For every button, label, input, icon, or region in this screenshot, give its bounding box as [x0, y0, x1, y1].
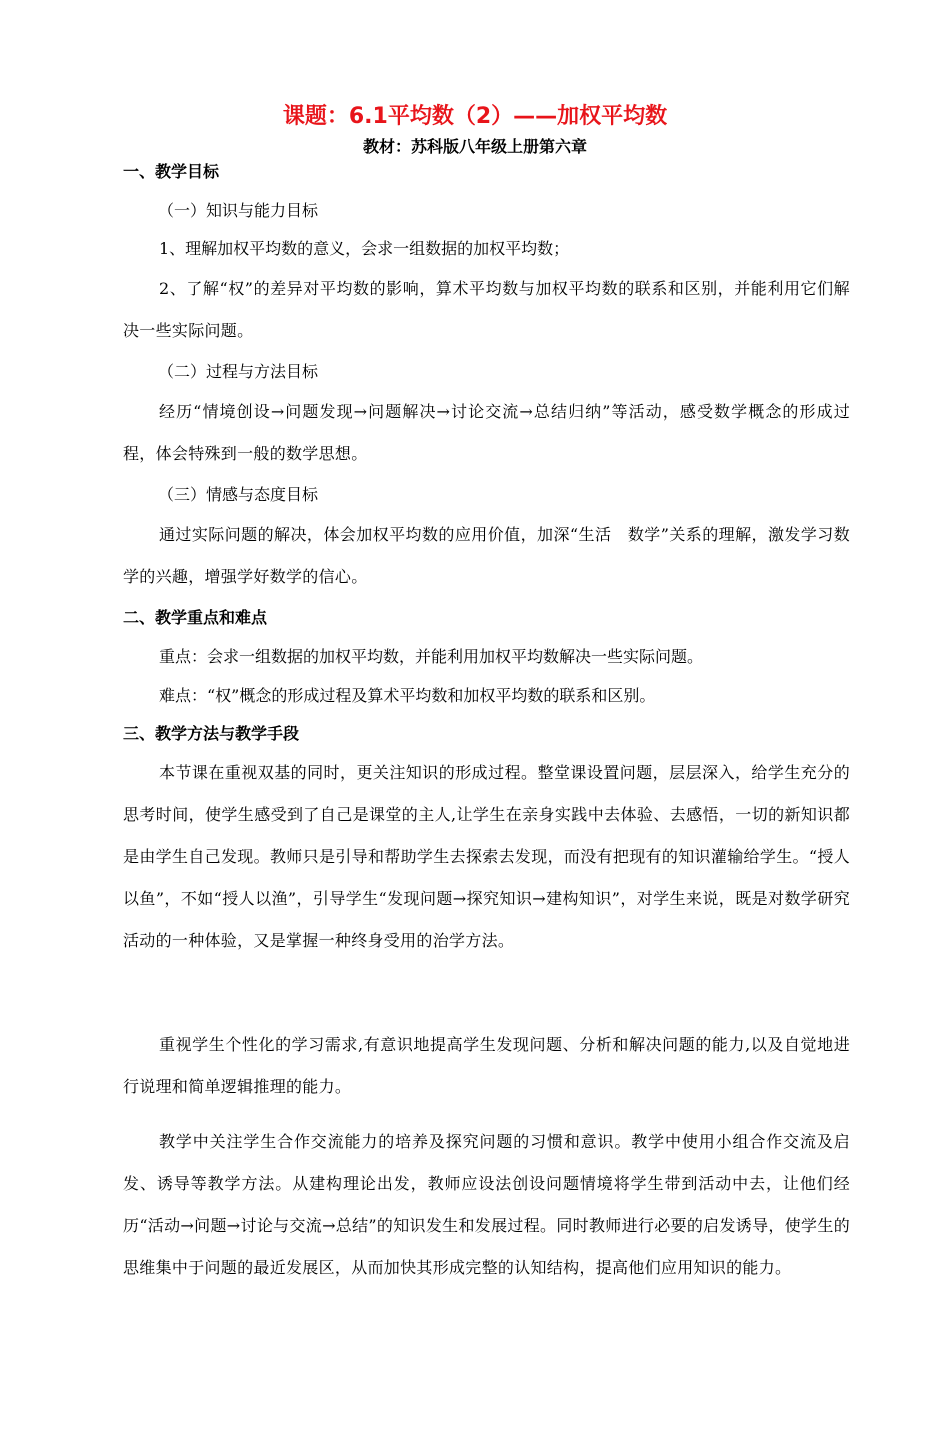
methods-paragraph-1: 本节课在重视双基的同时，更关注知识的形成过程。整堂课设置问题，层层深入，给学生充分的思考时间，使学生感受到了自己是课堂的主人,让学生在亲身实践中去体验、去感悟，一切的新知识都是由学生自己发现。教师只是引导和帮助学生去探索去发现，而没有把现有的知识灌输给学生。“授人以鱼”，不如“授人以渔”，引导学生“发现问题→探究知识→建构知识”，对学生来说，既是对数学研究活动的一种体验，又是掌握一种终身受用的治学方法。 — [123, 763, 850, 950]
textbook-subtitle: 教材：苏科版八年级上册第六章 — [362, 137, 587, 156]
emotion-attitude-paragraph: 通过实际问题的解决，体会加权平均数的应用价值，加深“生活 数学”关系的理解，激发学习数学的兴趣，增强学好数学的信心。 — [123, 525, 850, 586]
methods-paragraph-2: 重视学生个性化的学习需求,有意识地提高学生发现问题、分析和解决问题的能力,以及自觉地进行说理和简单逻辑推理的能力。 — [123, 1035, 850, 1096]
methods-paragraph-3: 教学中关注学生合作交流能力的培养及探究问题的习惯和意识。教学中使用小组合作交流及启发、诱导等教学方法。从建构理论出发，教师应设法创设问题情境将学生带到活动中去，让他们经历“活动→问题→讨论与交流→总结”的知识发生和发展过程。同时教师进行必要的启发诱导，使学生的思维集中于问题的最近发展区，从而加快其形成完整的认知结构，提高他们应用知识的能力。 — [123, 1132, 850, 1277]
goal-item-2: 2、了解“权”的差异对平均数的影响，算术平均数与加权平均数的联系和区别，并能利用它们解决一些实际问题。 — [123, 279, 850, 340]
process-method-paragraph: 经历“情境创设→问题发现→问题解决→讨论交流→总结归纳”等活动，感受数学概念的形成过程，体会特殊到一般的数学思想。 — [123, 402, 850, 463]
goal-item-1: 1、理解加权平均数的意义，会求一组数据的加权平均数； — [159, 239, 570, 258]
subheading-emotion-attitude: （三）情感与态度目标 — [158, 485, 319, 504]
lesson-title: 课题：6.1平均数（2）——加权平均数 — [282, 104, 668, 129]
section-heading-teaching-goals: 一、教学目标 — [123, 162, 220, 181]
key-point-text: 重点：会求一组数据的加权平均数，并能利用加权平均数解决一些实际问题。 — [159, 647, 704, 666]
section-heading-methods: 三、教学方法与教学手段 — [123, 724, 300, 743]
subheading-knowledge-ability: （一）知识与能力目标 — [158, 201, 319, 220]
subheading-process-method: （二）过程与方法目标 — [158, 362, 319, 381]
difficult-point-text: 难点：“权”概念的形成过程及算术平均数和加权平均数的联系和区别。 — [159, 686, 656, 705]
section-heading-key-difficult: 二、教学重点和难点 — [123, 608, 268, 627]
